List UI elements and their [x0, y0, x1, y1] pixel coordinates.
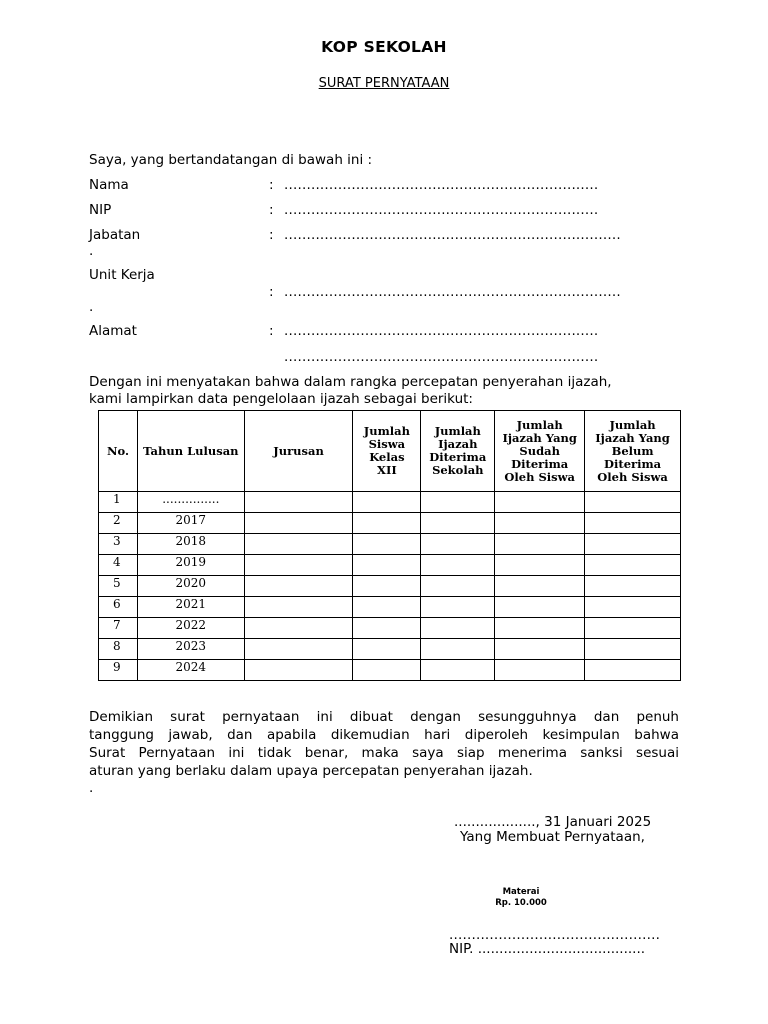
table-row	[99, 639, 681, 660]
table-row	[99, 492, 681, 513]
intro-text: Saya, yang bertandatangan di bawah ini :	[89, 152, 373, 168]
document-title: SURAT PERNYATAAN	[318, 76, 450, 91]
cell-tahun: 2018	[137, 534, 244, 555]
cell-tahun: 2017	[137, 513, 244, 534]
cell-no: 6	[99, 597, 138, 618]
field-colon-alamat: :	[269, 323, 274, 339]
cell-tahun: ...............	[137, 492, 244, 513]
cell-sudah-diterima[interactable]	[495, 492, 585, 513]
cell-belum-diterima[interactable]	[585, 660, 681, 681]
table-row	[99, 555, 681, 576]
cell-jurusan[interactable]	[244, 492, 353, 513]
header-jumlah-siswa: Jumlah Siswa Kelas XII	[353, 411, 421, 492]
table-row	[99, 618, 681, 639]
cell-diterima-sekolah[interactable]	[421, 492, 495, 513]
field-label-nama: Nama	[89, 177, 129, 193]
field-colon-unit-kerja: :	[269, 284, 274, 300]
cell-tahun: 2024	[137, 660, 244, 681]
cell-jumlah-siswa[interactable]	[353, 660, 421, 681]
materai-label: Materai Rp. 10.000	[495, 887, 547, 908]
field-colon-nama: :	[269, 177, 274, 193]
cell-jumlah-siswa[interactable]	[353, 639, 421, 660]
cell-belum-diterima[interactable]	[585, 576, 681, 597]
cell-belum-diterima[interactable]	[585, 618, 681, 639]
field-colon-jabatan: :	[269, 227, 274, 243]
cell-jurusan[interactable]	[244, 576, 353, 597]
cell-tahun: 2022	[137, 618, 244, 639]
cell-sudah-diterima[interactable]	[495, 576, 585, 597]
cell-jurusan[interactable]	[244, 555, 353, 576]
header-ijazah-belum-diterima: Jumlah Ijazah Yang Belum Diterima Oleh Siswa	[585, 411, 681, 492]
cell-diterima-sekolah[interactable]	[421, 660, 495, 681]
cell-diterima-sekolah[interactable]	[421, 555, 495, 576]
cell-jurusan[interactable]	[244, 513, 353, 534]
cell-jurusan[interactable]	[244, 597, 353, 618]
cell-jumlah-siswa[interactable]	[353, 618, 421, 639]
statement-line-2: kami lampirkan data pengelolaan ijazah sebagai berikut:	[89, 391, 473, 407]
cell-no: 1	[99, 492, 138, 513]
cell-jurusan[interactable]	[244, 618, 353, 639]
cell-jumlah-siswa[interactable]	[353, 576, 421, 597]
field-value-nama: ......................................................................	[284, 177, 599, 193]
cell-belum-diterima[interactable]	[585, 639, 681, 660]
cell-jumlah-siswa[interactable]	[353, 555, 421, 576]
cell-jumlah-siswa[interactable]	[353, 597, 421, 618]
field-value-nip: ......................................................................	[284, 202, 599, 218]
signature-name-line: ...............................................	[449, 927, 661, 943]
cell-jurusan[interactable]	[244, 639, 353, 660]
field-value-unit-kerja: ...........................................................................	[284, 284, 621, 300]
table-row	[99, 597, 681, 618]
stray-dot: .	[89, 780, 94, 796]
cell-sudah-diterima[interactable]	[495, 597, 585, 618]
signature-date: ..................., 31 Januari 2025	[454, 814, 652, 830]
cell-jumlah-siswa[interactable]	[353, 492, 421, 513]
cell-no: 9	[99, 660, 138, 681]
cell-sudah-diterima[interactable]	[495, 534, 585, 555]
header-ijazah-sudah-diterima: Jumlah Ijazah Yang Sudah Diterima Oleh Siswa	[495, 411, 585, 492]
cell-no: 2	[99, 513, 138, 534]
cell-sudah-diterima[interactable]	[495, 639, 585, 660]
cell-tahun: 2023	[137, 639, 244, 660]
stray-dot: .	[89, 243, 94, 259]
field-value-alamat: ......................................................................	[284, 323, 599, 339]
kop-sekolah-heading: KOP SEKOLAH	[321, 38, 447, 56]
statement-line-1: Dengan ini menyatakan bahwa dalam rangka percepatan penyerahan ijazah,	[89, 374, 612, 390]
field-colon-nip: :	[269, 202, 274, 218]
cell-diterima-sekolah[interactable]	[421, 639, 495, 660]
ijazah-data-table	[98, 410, 681, 681]
cell-tahun: 2019	[137, 555, 244, 576]
stray-dot: .	[89, 299, 94, 315]
cell-no: 3	[99, 534, 138, 555]
cell-jurusan[interactable]	[244, 534, 353, 555]
header-tahun-lulusan: Tahun Lulusan	[137, 411, 244, 492]
cell-no: 4	[99, 555, 138, 576]
field-label-nip: NIP	[89, 202, 112, 218]
closing-line-3: Surat Pernyataan ini tidak benar, maka saya siap menerima sanksi sesuai	[89, 745, 679, 761]
cell-belum-diterima[interactable]	[585, 597, 681, 618]
header-jurusan: Jurusan	[244, 411, 353, 492]
cell-jurusan[interactable]	[244, 660, 353, 681]
cell-jumlah-siswa[interactable]	[353, 534, 421, 555]
signature-role: Yang Membuat Pernyataan,	[460, 829, 645, 845]
cell-diterima-sekolah[interactable]	[421, 618, 495, 639]
field-label-alamat: Alamat	[89, 323, 137, 339]
cell-sudah-diterima[interactable]	[495, 618, 585, 639]
cell-tahun: 2020	[137, 576, 244, 597]
cell-no: 7	[99, 618, 138, 639]
cell-diterima-sekolah[interactable]	[421, 597, 495, 618]
cell-diterima-sekolah[interactable]	[421, 576, 495, 597]
cell-sudah-diterima[interactable]	[495, 555, 585, 576]
cell-belum-diterima[interactable]	[585, 513, 681, 534]
closing-line-4: aturan yang berlaku dalam upaya percepatan penyerahan ijazah.	[89, 763, 533, 779]
table-row	[99, 576, 681, 597]
field-label-jabatan: Jabatan	[89, 227, 141, 243]
cell-belum-diterima[interactable]	[585, 555, 681, 576]
cell-belum-diterima[interactable]	[585, 534, 681, 555]
cell-diterima-sekolah[interactable]	[421, 513, 495, 534]
header-no: No.	[99, 411, 138, 492]
header-ijazah-diterima-sekolah: Jumlah Ijazah Diterima Sekolah	[421, 411, 495, 492]
cell-jumlah-siswa[interactable]	[353, 513, 421, 534]
cell-sudah-diterima[interactable]	[495, 660, 585, 681]
cell-diterima-sekolah[interactable]	[421, 534, 495, 555]
signature-nip: NIP. .......................................	[449, 941, 646, 957]
table-header-row	[99, 411, 681, 492]
field-value-jabatan: ...........................................................................	[284, 227, 621, 243]
closing-line-1: Demikian surat pernyataan ini dibuat dengan sesungguhnya dan penuh	[89, 709, 679, 725]
cell-tahun: 2021	[137, 597, 244, 618]
closing-line-2: tanggung jawab, dan apabila dikemudian hari diperoleh kesimpulan bahwa	[89, 727, 679, 743]
cell-sudah-diterima[interactable]	[495, 513, 585, 534]
cell-no: 8	[99, 639, 138, 660]
table-row	[99, 660, 681, 681]
field-value-alamat-line2: ......................................................................	[284, 349, 599, 365]
cell-belum-diterima[interactable]	[585, 492, 681, 513]
cell-no: 5	[99, 576, 138, 597]
field-label-unit-kerja: Unit Kerja	[89, 267, 155, 283]
table-row	[99, 513, 681, 534]
table-row	[99, 534, 681, 555]
